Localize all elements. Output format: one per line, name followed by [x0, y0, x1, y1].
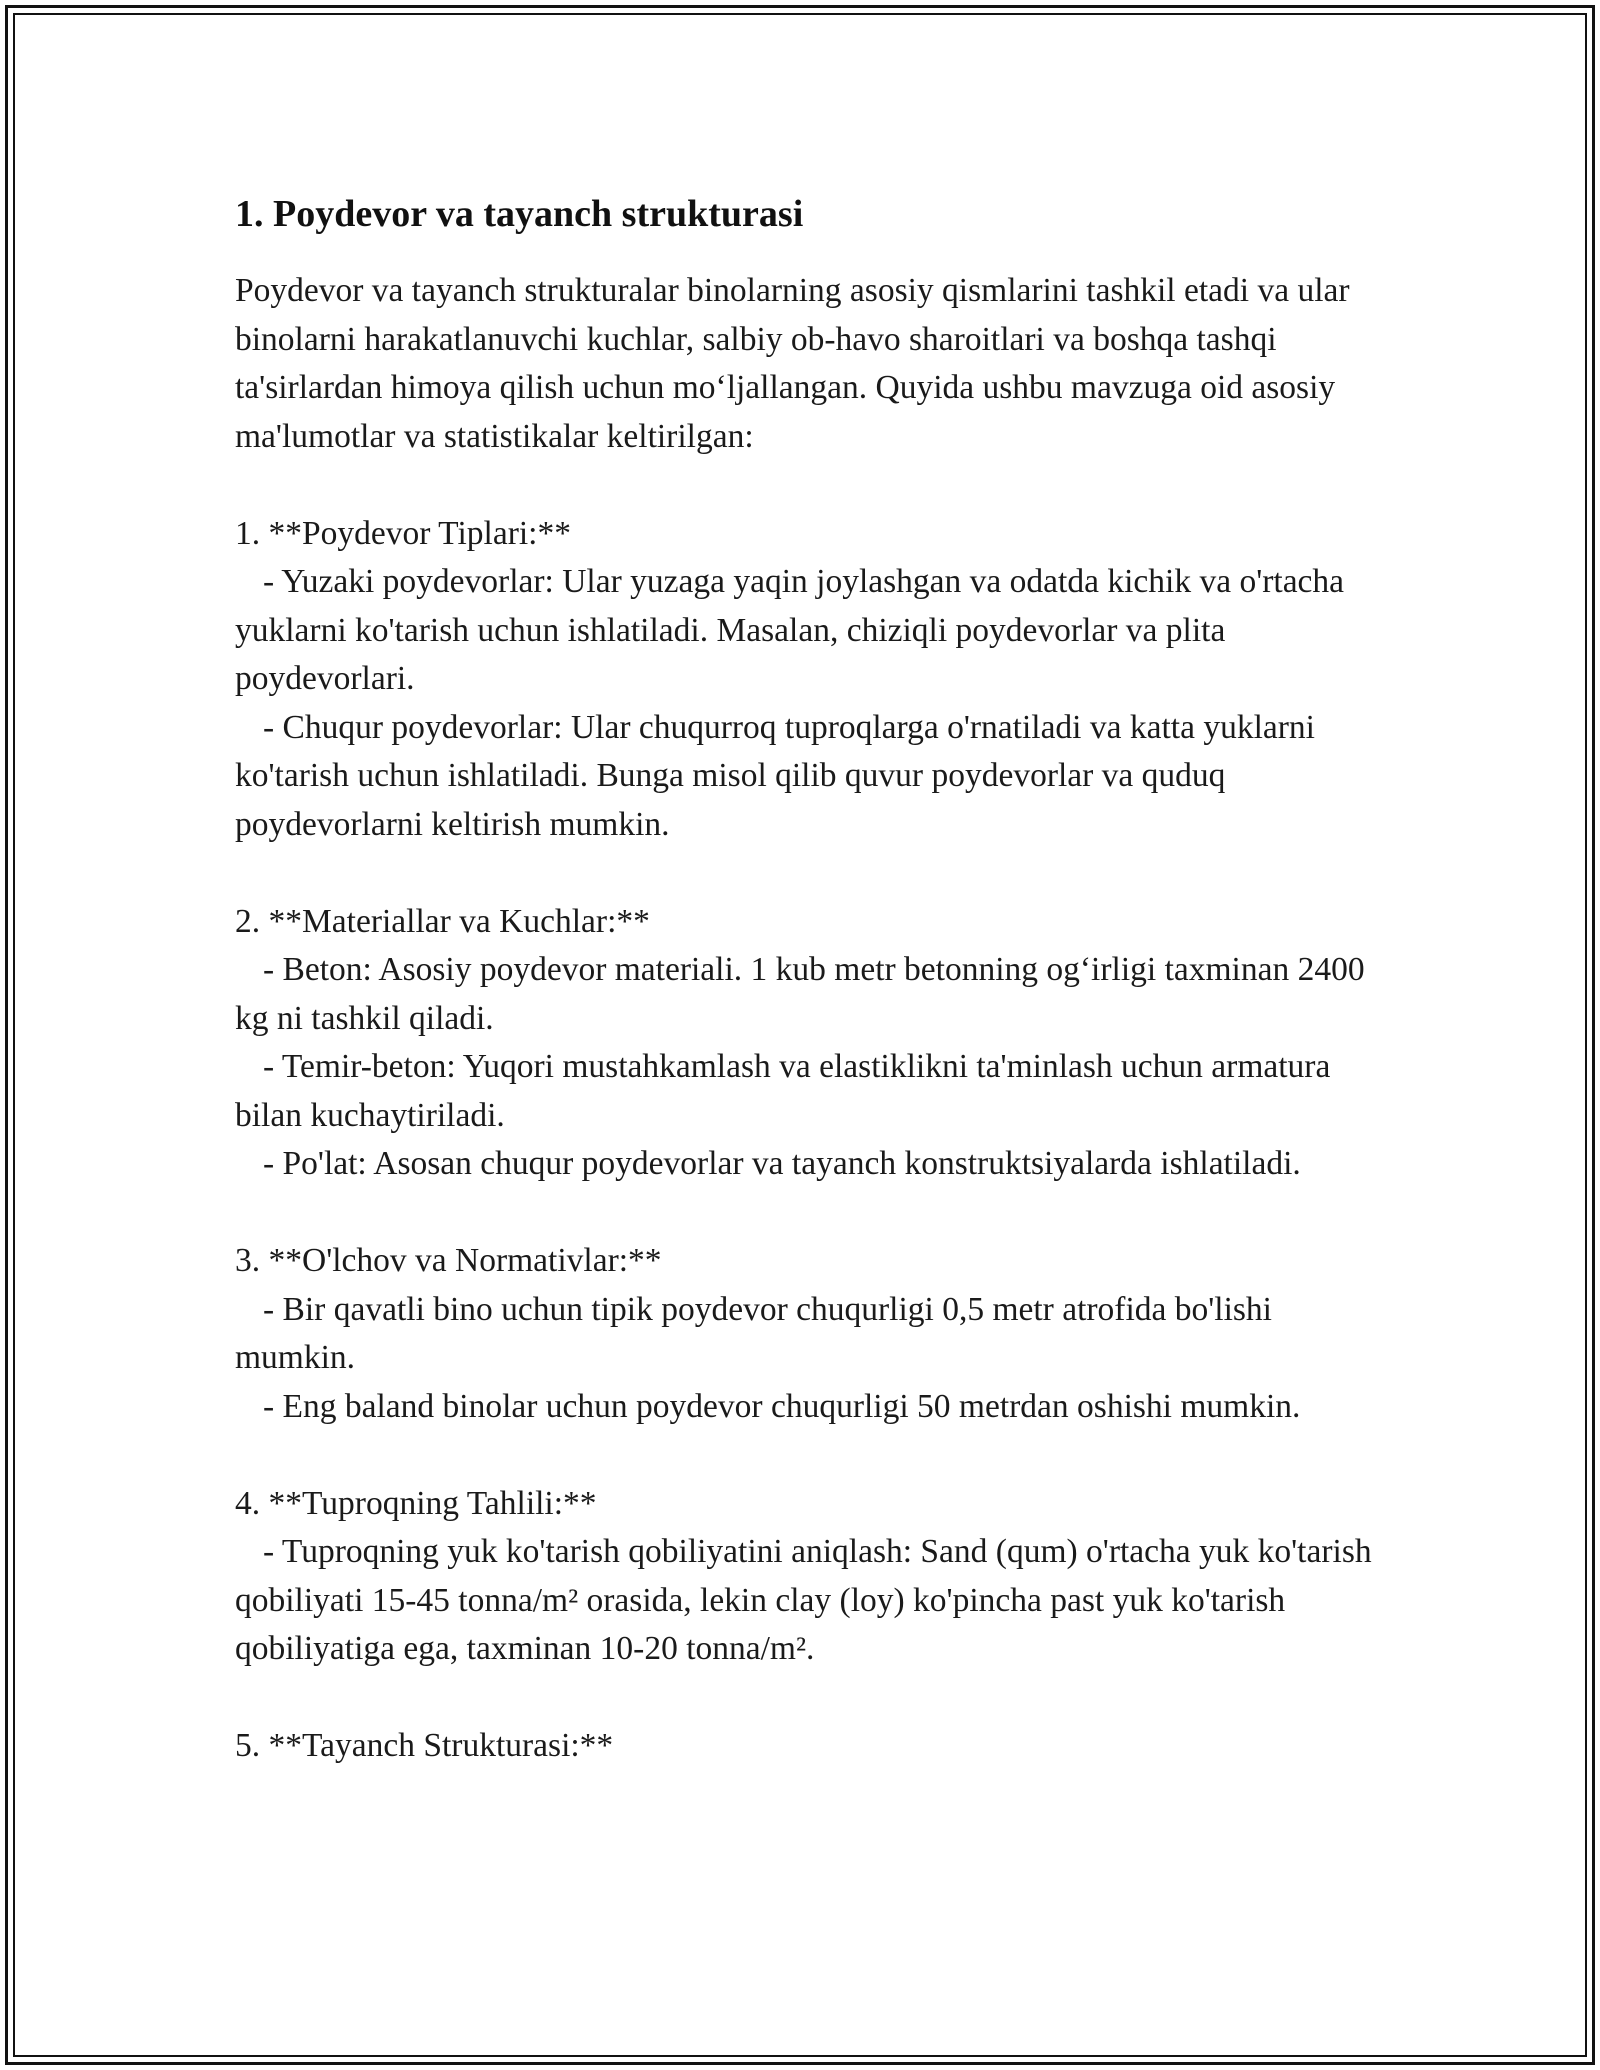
section-title: 3. **O'lchov va Normativlar:** — [235, 1242, 662, 1279]
section-materials — [235, 898, 1385, 1189]
section-title: 2. **Materiallar va Kuchlar:** — [235, 902, 650, 940]
list-item: - Chuqur poydevorlar: Ular chuqurroq tuproqlarga o'rnatiladi va katta yuklarni ko'tarish uchun ishlatiladi. Bunga misol qilib quvur poydevorlar va quduq poydevorlarni keltirish mumkin. — [235, 708, 1315, 843]
section-soil-analysis — [235, 1480, 1385, 1674]
section-measurements — [235, 1237, 1385, 1431]
section-title: 4. **Tuproqning Tahlili:** — [235, 1484, 597, 1522]
section-title: 5. **Tayanch Strukturasi:** — [235, 1727, 614, 1764]
list-item: - Po'lat: Asosan chuqur poydevorlar va tayanch konstruktsiyalarda ishlatiladi. — [263, 1145, 1301, 1182]
list-item: - Temir-beton: Yuqori mustahkamlash va elastiklikni ta'minlash uchun armatura bilan kuchaytiriladi. — [235, 1048, 1331, 1134]
section-foundation-types — [235, 510, 1385, 850]
list-item: - Beton: Asosiy poydevor materiali. 1 kub metr betonning og‘irligi taxminan 2400 kg ni tashkil qiladi. — [235, 951, 1365, 1037]
intro-paragraph: Poydevor va tayanch strukturalar binolarning asosiy qismlarini tashkil etadi va ular binolarni harakatlanuvchi kuchlar, salbiy ob-havo sharoitlari va boshqa tashqi ta'sirlardan himoya qilish uchun mo‘ljallangan. Quyida ushbu mavzuga oid asosiy ma'lumotlar va statistikalar keltirilgan: — [235, 272, 1350, 455]
document-body — [235, 183, 1385, 1771]
section-heading: 1. Poydevor va tayanch strukturasi — [235, 193, 804, 235]
section-title: 1. **Poydevor Tiplari:** — [235, 514, 571, 552]
list-item: - Bir qavatli bino uchun tipik poydevor chuqurligi 0,5 metr atrofida bo'lishi mumkin. — [235, 1290, 1272, 1376]
list-item: - Yuzaki poydevorlar: Ular yuzaga yaqin joylashgan va odatda kichik va o'rtacha yuklarni ko'tarish uchun ishlatiladi. Masalan, chiziqli poydevorlar va plita poydevorlari. — [235, 563, 1345, 697]
list-item: - Tuproqning yuk ko'tarish qobiliyatini aniqlash: Sand (qum) o'rtacha yuk ko'tarish qobiliyati 15-45 tonna/m² orasida, lekin clay (loy) ko'pincha past yuk ko'tarish qobiliyatiga ega, taxminan 10-20 tonna/m². — [235, 1533, 1372, 1667]
list-item: - Eng baland binolar uchun poydevor chuqurligi 50 metrdan oshishi mumkin. — [263, 1387, 1301, 1425]
section-support-structure — [235, 1722, 1385, 1771]
